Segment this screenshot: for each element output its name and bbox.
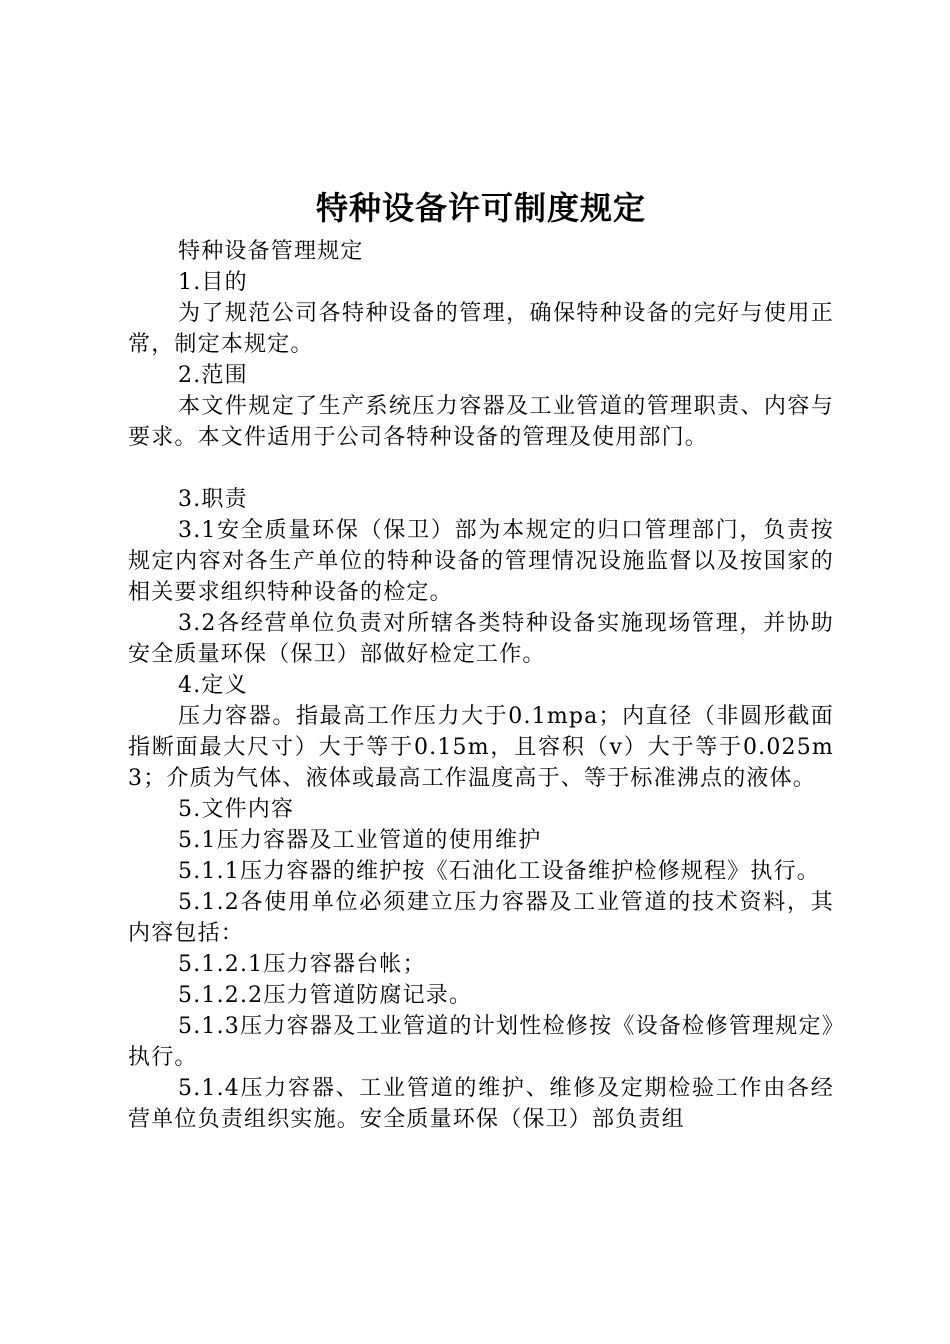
content-paragraph: 5.1.2.1压力容器台帐； <box>178 952 426 977</box>
scope-paragraph: 本文件规定了生产系统压力容器及工业管道的管理职责、内容与要求。本文件适用于公司各特种设备的管理及使用部门。 <box>128 394 834 450</box>
responsibility-paragraph: 3.1安全质量环保（保卫）部为本规定的归口管理部门，负责按规定内容对各生产单位的特种设备的管理情况设施监督以及按国家的相关要求组织特种设备的检定。 <box>128 518 834 605</box>
paragraph-spacer <box>128 453 834 484</box>
content-paragraph: 5.1.2.2压力管道防腐记录。 <box>178 983 473 1008</box>
content-paragraph: 5.1.3压力容器及工业管道的计划性检修按《设备检修管理规定》执行。 <box>128 1014 834 1070</box>
subtitle-paragraph: 特种设备管理规定 <box>178 239 364 264</box>
responsibility-paragraph: 3.2各经营单位负责对所辖各类特种设备实施现场管理，并协助安全质量环保（保卫）部做好检定工作。 <box>128 611 834 667</box>
section-heading-responsibilities: 3.职责 <box>178 487 248 512</box>
purpose-paragraph: 为了规范公司各特种设备的管理，确保特种设备的完好与使用正常，制定本规定。 <box>128 301 834 357</box>
document-title: 特种设备许可制度规定 <box>315 189 646 227</box>
section-heading-definition: 4.定义 <box>178 673 248 698</box>
section-heading-purpose: 1.目的 <box>178 270 248 295</box>
definition-paragraph: 压力容器。指最高工作压力大于0.1mpa；内直径（非圆形截面指断面最大尺寸）大于等于0.15m，且容积（v）大于等于0.025m3；介质为气体、液体或最高工作温度高于、等于标准沸点的液体。 <box>128 704 834 791</box>
section-heading-content: 5.文件内容 <box>178 797 295 822</box>
section-heading-scope: 2.范围 <box>178 363 248 388</box>
subsection-heading: 5.1压力容器及工业管道的使用维护 <box>178 828 542 853</box>
content-paragraph: 5.1.1压力容器的维护按《石油化工设备维护检修规程》执行。 <box>178 859 820 884</box>
content-paragraph: 5.1.2各使用单位必须建立压力容器及工业管道的技术资料，其内容包括： <box>128 890 834 946</box>
content-paragraph: 5.1.4压力容器、工业管道的维护、维修及定期检验工作由各经营单位负责组织实施。安全质量环保（保卫）部负责组 <box>128 1076 834 1132</box>
document-body <box>128 236 834 1135</box>
